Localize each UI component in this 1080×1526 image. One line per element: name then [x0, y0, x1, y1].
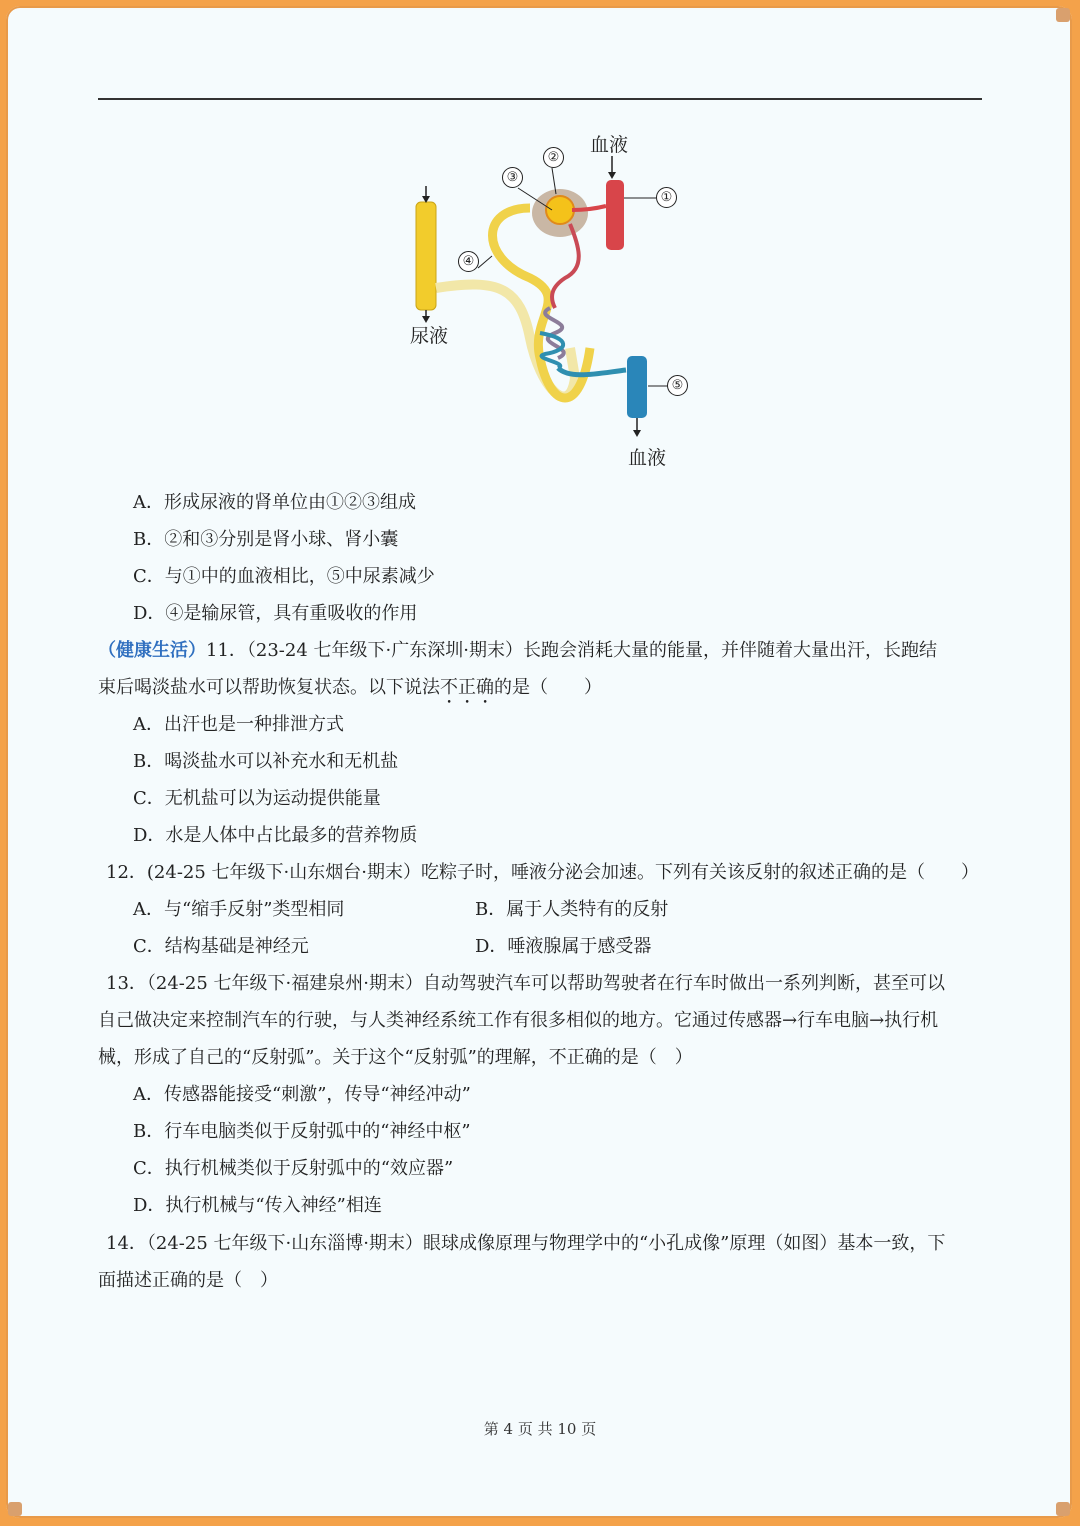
q11-option-d: D．水是人体中占比最多的营养物质 [133, 825, 418, 846]
q11-option-c: C．无机盐可以为运动提供能量 [133, 788, 381, 809]
marker-5: ⑤ [667, 375, 688, 396]
blood-label-top: 血液 [590, 134, 629, 156]
q11-stem-text: 11．（23-24 七年级下·广东深圳·期末）长跑会消耗大量的能量，并伴随着大量出汗，长跑结 [206, 640, 937, 661]
q11-stem2-pre: 束后喝淡盐水可以帮助恢复状态。以下说法 [98, 677, 440, 698]
q11-emphasis: 不正确 [440, 677, 494, 698]
category-tag: （健康生活） [98, 640, 206, 661]
q12-stem: 12．(24-25 七年级下·山东烟台·期末）吃粽子时，唾液分泌会加速。下列有关该反射的叙述正确的是（ ） [106, 862, 979, 883]
page-footer: 第 4 页 共 10 页 [483, 1420, 597, 1438]
q10-option-a: A．形成尿液的肾单位由①②③组成 [133, 492, 416, 513]
corner-ornament [8, 1502, 22, 1516]
q12-option-a: A．与“缩手反射”类型相同 [133, 899, 345, 920]
q14-stem-line2: 面描述正确的是（ ） [98, 1270, 278, 1291]
q10-option-d: D．④是输尿管，具有重吸收的作用 [133, 603, 418, 624]
corner-ornament [1056, 1502, 1070, 1516]
q13-option-d: D．执行机械与“传入神经”相连 [133, 1195, 382, 1216]
marker-1: ① [656, 187, 677, 208]
q10-option-b: B．②和③分别是肾小球、肾小囊 [133, 529, 399, 550]
blood-label-bottom: 血液 [628, 447, 667, 469]
marker-4: ④ [458, 251, 479, 272]
nephron-drawing [380, 118, 710, 478]
q12-option-d: D．唾液腺属于感受器 [475, 936, 652, 957]
q12-option-c: C．结构基础是神经元 [133, 936, 309, 957]
marker-2: ② [543, 147, 564, 168]
q11-stem2-post: 的是（ ） [494, 677, 602, 698]
header-rule [98, 98, 982, 100]
q12-option-b: B．属于人类特有的反射 [475, 899, 669, 920]
corner-ornament [1056, 8, 1070, 22]
q13-option-c: C．执行机械类似于反射弧中的“效应器” [133, 1158, 454, 1179]
q10-option-c: C．与①中的血液相比，⑤中尿素减少 [133, 566, 435, 587]
marker-3: ③ [502, 167, 523, 188]
q13-option-a: A．传感器能接受“刺激”，传导“神经冲动” [133, 1084, 471, 1105]
q11-stem-line1 [98, 636, 937, 662]
q11-stem-line2 [98, 673, 602, 708]
q11-option-b: B．喝淡盐水可以补充水和无机盐 [133, 751, 399, 772]
urine-label: 尿液 [410, 325, 449, 347]
q13-stem-line3: 械，形成了自己的“反射弧”。关于这个“反射弧”的理解，不正确的是（ ） [98, 1047, 693, 1068]
q13-stem-line1: 13．（24-25 七年级下·福建泉州·期末）自动驾驶汽车可以帮助驾驶者在行车时做出一系列判断，甚至可以 [106, 973, 945, 994]
nephron-diagram [380, 118, 710, 478]
q14-stem-line1: 14．（24-25 七年级下·山东淄博·期末）眼球成像原理与物理学中的“小孔成像”原理（如图）基本一致，下 [106, 1233, 946, 1254]
q13-option-b: B．行车电脑类似于反射弧中的“神经中枢” [133, 1121, 471, 1142]
q13-stem-line2: 自己做决定来控制汽车的行驶，与人类神经系统工作有很多相似的地方。它通过传感器→行车电脑→执行机 [98, 1010, 939, 1031]
q11-option-a: A．出汗也是一种排泄方式 [133, 714, 344, 735]
